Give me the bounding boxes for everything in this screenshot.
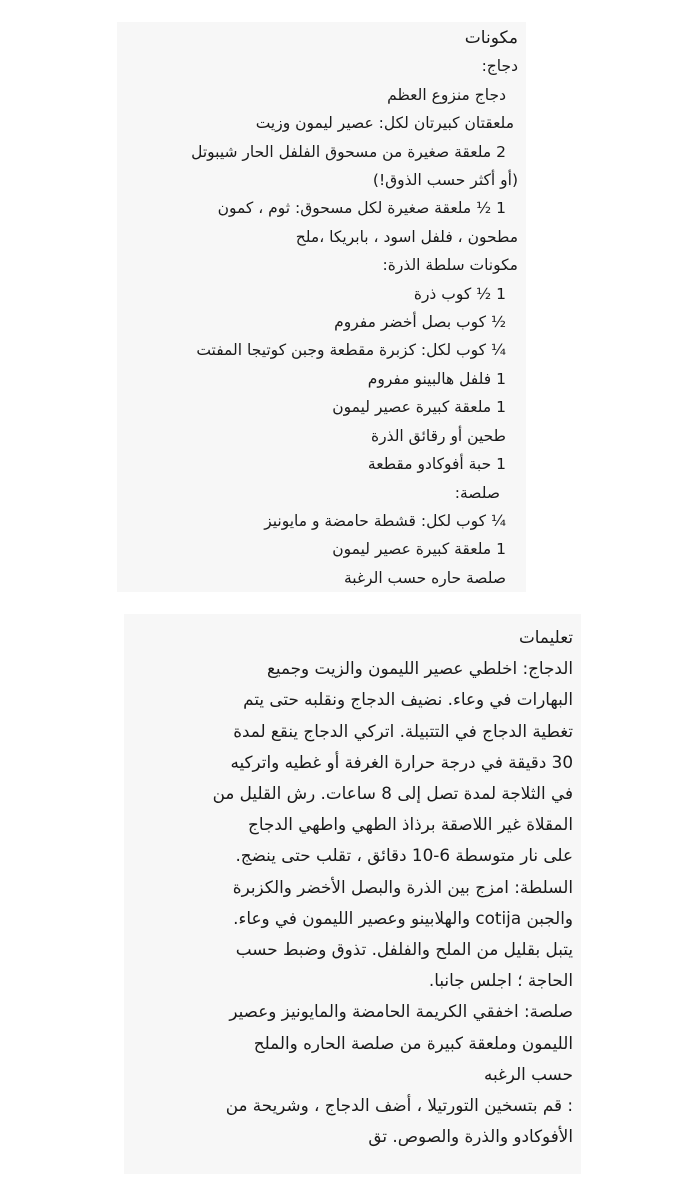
instructions-card xyxy=(124,614,581,1174)
instruction-line: البهارات في وعاء. نضيف الدجاج ونقلبه حتى يتم xyxy=(243,689,573,710)
ingredient-line: دجاج منزوع العظم xyxy=(387,85,506,104)
ingredients-card xyxy=(117,22,526,592)
instructions-title: تعليمات xyxy=(519,627,573,647)
ingredient-line: ¼ كوب لكل: قشطة حامضة و مايونيز xyxy=(264,511,506,530)
ingredient-line: 1 ملعقة كبيرة عصير ليمون xyxy=(332,540,506,559)
instruction-line: المقلاة غير اللاصقة برذاذ الطهي واطهي الدجاج xyxy=(248,814,573,835)
instruction-line: تغطية الدجاج في التتبيلة. اتركي الدجاج ينقع لمدة xyxy=(233,720,573,741)
ingredient-line: 1 فلفل هالبينو مفروم xyxy=(367,369,506,388)
instruction-line: الحاجة ؛ اجلس جانبا. xyxy=(428,970,573,991)
ingredient-line: 1 حبة أفوكادو مقطعة xyxy=(367,455,506,474)
instruction-line: الدجاج: اخلطي عصير الليمون والزيت وجميع xyxy=(266,658,573,679)
instruction-line: يتبل بقليل من الملح والفلفل. تذوق وضبط حسب xyxy=(235,939,573,960)
ingredient-line: ¼ كوب لكل: كزبرة مقطعة وجبن كوتيجا المفتت xyxy=(196,341,506,360)
instruction-line: : قم بتسخين التورتيلا ، أضف الدجاج ، وشريحة من xyxy=(225,1095,573,1116)
instruction-line: الليمون وملعقة كبيرة من صلصة الحاره والملح xyxy=(253,1032,573,1053)
instruction-line: 30 دقيقة في درجة حرارة الغرفة أو غطيه واتركيه xyxy=(230,751,573,772)
chicken-heading: دجاج: xyxy=(481,57,518,76)
instruction-line: في الثلاجة لمدة تصل إلى 8 ساعات. رش القليل من xyxy=(212,783,573,804)
ingredient-line: 1 ½ كوب ذرة xyxy=(413,284,506,303)
ingredient-line: ½ كوب بصل أخضر مفروم xyxy=(334,313,506,332)
ingredient-line: 2 ملعقة صغيرة من مسحوق الفلفل الحار شيبوتل xyxy=(191,142,506,161)
ingredient-line: (أو أكثر حسب الذوق!) xyxy=(372,171,518,190)
ingredient-line: 1 ½ ملعقة صغيرة لكل مسحوق: ثوم ، كمون xyxy=(217,199,506,218)
instruction-line: الأفوكادو والذرة والصوص. تق xyxy=(368,1126,573,1147)
ingredients-title: مكونات xyxy=(464,28,518,48)
ingredient-line: طحين أو رقائق الذرة xyxy=(370,426,506,445)
instruction-line: على نار متوسطة 6-10 دقائق ، تقلب حتى ينضج. xyxy=(235,845,573,866)
ingredient-line: صلصة حاره حسب الرغبة xyxy=(343,568,506,587)
instruction-line: حسب الرغبه xyxy=(483,1063,573,1084)
sauce-heading: صلصة: xyxy=(454,483,500,502)
ingredient-line: 1 ملعقة كبيرة عصير ليمون xyxy=(332,398,506,417)
ingredient-line: ملعقتان كبيرتان لكل: عصير ليمون وزيت xyxy=(255,114,514,133)
instruction-line: السلطة: امزج بين الذرة والبصل الأخضر والكزبرة xyxy=(232,876,573,897)
corn-salad-heading: مكونات سلطة الذرة: xyxy=(382,256,518,275)
instruction-line: والجبن cotija والهلابينو وعصير الليمون في وعاء. xyxy=(233,907,573,928)
ingredient-line: مطحون ، فلفل اسود ، بابريكا ،ملح xyxy=(295,227,518,246)
instruction-line: صلصة: اخفقي الكريمة الحامضة والمايونيز وعصير xyxy=(229,1001,573,1022)
